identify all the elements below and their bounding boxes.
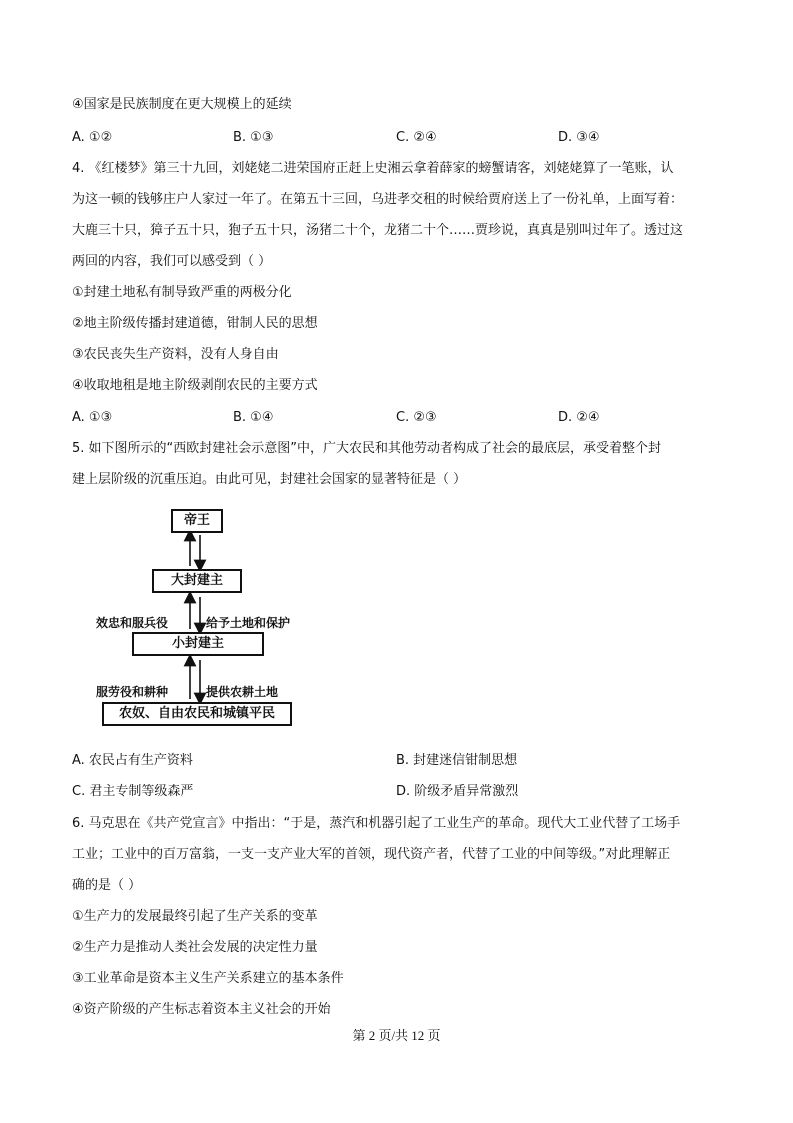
q6-stem-line-3: 确的是（ ） [72, 878, 142, 893]
q4-option-b: B. ①④ [233, 410, 274, 425]
q6-item-3: ③工业革命是资本主义生产关系建立的基本条件 [72, 971, 344, 986]
q5-stem-line-1: 5. 如下图所示的“西欧封建社会示意图”中，广大农民和其他劳动者构成了社会的最底层，承受着整个封 [72, 441, 662, 456]
diagram-label-labor: 服劳役和耕种 [96, 685, 169, 699]
q4-option-c: C. ②③ [396, 410, 437, 425]
page-footer: 第 2 页/共 12 页 [352, 1028, 441, 1043]
q3-option-a: A. ①② [72, 130, 113, 145]
q4-option-a: A. ①③ [72, 410, 113, 425]
q5-option-b: B. 封建迷信钳制思想 [396, 753, 518, 768]
diagram-box-emperor: 帝王 [171, 509, 223, 533]
diagram-box-great-lord: 大封建主 [152, 569, 242, 593]
q4-item-1: ①封建土地私有制导致严重的两极分化 [72, 285, 292, 300]
q4-item-3: ③农民丧失生产资料，没有人身自由 [72, 347, 279, 362]
q3-option-b: B. ①③ [233, 130, 274, 145]
q6-item-2: ②生产力是推动人类社会发展的决定性力量 [72, 940, 318, 955]
q5-option-c: C. 君主专制等级森严 [72, 784, 194, 799]
q5-option-a: A. 农民占有生产资料 [72, 753, 193, 768]
q5-option-d: D. 阶级矛盾异常激烈 [396, 784, 519, 799]
feudal-society-diagram [96, 505, 326, 735]
q4-stem-line-2: 为这一顿的钱够庄户人家过一年了。在第五十三回，乌进孝交租的时候给贾府送上了一份礼单，上面写着： [72, 192, 684, 207]
diagram-box-peasants: 农奴、自由农民和城镇平民 [102, 702, 292, 726]
q4-stem-line-3: 大鹿三十只，獐子五十只，狍子五十只，汤猪二十个，龙猪二十个……贾珍说，真真是别叫过年了。透过这 [72, 223, 684, 238]
q3-option-d: D. ③④ [558, 130, 600, 145]
q6-item-4: ④资产阶级的产生标志着资本主义社会的开始 [72, 1002, 331, 1017]
q6-stem-line-2: 工业；工业中的百万富翁，一支一支产业大军的首领，现代资产者，代替了工业的中间等级。”对此理解正 [72, 847, 671, 862]
q4-stem-line-1: 4. 《红楼梦》第三十九回，刘姥姥二进荣国府正赶上史湘云拿着薛家的螃蟹请客，刘姥姥算了一笔账，认 [72, 161, 674, 176]
diagram-label-land-protection: 给予土地和保护 [206, 616, 291, 630]
q4-option-d: D. ②④ [558, 410, 600, 425]
q6-item-1: ①生产力的发展最终引起了生产关系的变革 [72, 909, 318, 924]
diagram-label-loyalty: 效忠和服兵役 [96, 616, 169, 630]
q6-stem-line-1: 6. 马克思在《共产党宣言》中指出：“于是，蒸汽和机器引起了工业生产的革命。现代大工业代替了工场手 [72, 816, 681, 831]
q3-option-c: C. ②④ [396, 130, 437, 145]
q3-item-4: ④国家是民族制度在更大规模上的延续 [72, 97, 292, 112]
q4-item-4: ④收取地租是地主阶级剥削农民的主要方式 [72, 378, 318, 393]
q4-stem-line-4: 两回的内容，我们可以感受到（ ） [72, 254, 272, 269]
diagram-label-farmland: 提供农耕土地 [206, 685, 279, 699]
q5-stem-line-2: 建上层阶级的沉重压迫。由此可见，封建社会国家的显著特征是（ ） [72, 472, 467, 487]
diagram-box-minor-lord: 小封建主 [132, 632, 264, 656]
q4-item-2: ②地主阶级传播封建道德，钳制人民的思想 [72, 316, 318, 331]
